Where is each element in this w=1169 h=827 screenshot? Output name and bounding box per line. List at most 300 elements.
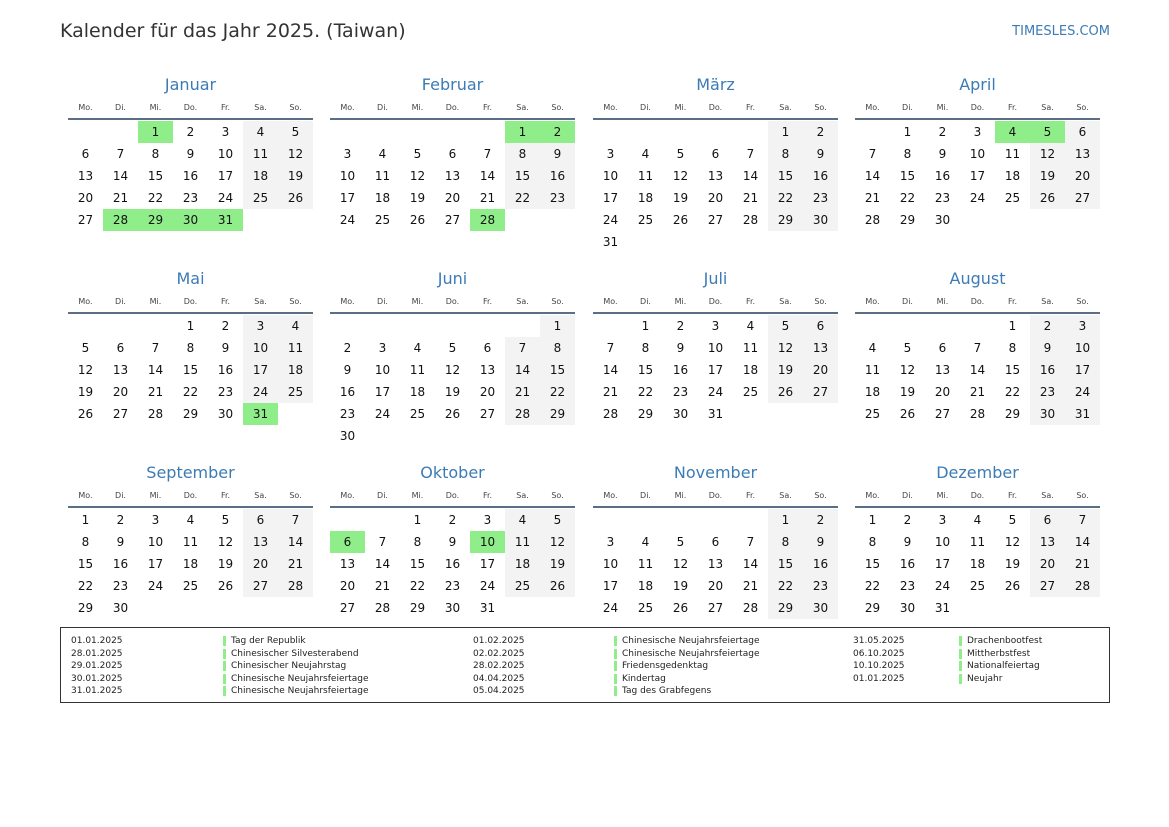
- day-cell: 23: [1030, 381, 1065, 403]
- weekday-label: Do.: [183, 490, 198, 500]
- day-cell: 29: [899, 213, 916, 227]
- weekday-label: Do.: [708, 296, 723, 306]
- weekday-label: Fr.: [1007, 102, 1018, 112]
- month-name: August: [949, 269, 1006, 288]
- month-name: April: [959, 75, 996, 94]
- day-cell: 5: [540, 509, 575, 531]
- day-cell: 29: [864, 601, 881, 615]
- day-cell: 1: [413, 513, 422, 527]
- weekday-label: Do.: [183, 296, 198, 306]
- day-cell: 19: [444, 385, 461, 399]
- legend-holiday-name: Neujahr: [967, 673, 1003, 684]
- day-cell: 15: [899, 169, 916, 183]
- weekday-label: Mo.: [78, 296, 93, 306]
- day-cell: 7: [483, 147, 492, 161]
- day-grid: [330, 315, 575, 447]
- holiday-day-cell: 10: [470, 531, 505, 553]
- weekday-label: Do.: [445, 490, 460, 500]
- legend-date: 29.01.2025: [71, 661, 123, 671]
- holiday-color-marker: [614, 661, 617, 671]
- day-cell: 13: [803, 337, 838, 359]
- day-cell: 26: [540, 575, 575, 597]
- month-name: März: [696, 75, 735, 94]
- day-cell: 5: [448, 341, 457, 355]
- weekday-label: Do.: [445, 102, 460, 112]
- day-cell: 4: [378, 147, 387, 161]
- month-name: Januar: [164, 75, 217, 94]
- day-cell: 6: [448, 147, 457, 161]
- day-cell: 18: [374, 191, 391, 205]
- day-cell: 24: [707, 385, 724, 399]
- weekday-label: So.: [551, 102, 564, 112]
- day-cell: 22: [505, 187, 540, 209]
- legend-column: [71, 635, 431, 698]
- weekday-label: So.: [814, 102, 827, 112]
- day-cell: 18: [637, 579, 654, 593]
- day-grid: [593, 315, 838, 425]
- day-cell: 30: [1030, 403, 1065, 425]
- day-cell: 27: [1030, 575, 1065, 597]
- weekday-label: So.: [551, 296, 564, 306]
- day-cell: 20: [243, 553, 278, 575]
- day-cell: 28: [1065, 575, 1100, 597]
- day-cell: 20: [112, 385, 129, 399]
- weekday-label: Sa.: [516, 490, 529, 500]
- day-grid: [330, 509, 575, 619]
- month-name: Oktober: [420, 463, 485, 482]
- day-cell: 2: [186, 125, 195, 139]
- day-cell: 18: [409, 385, 426, 399]
- day-cell: 19: [278, 165, 313, 187]
- legend-date: 05.04.2025: [473, 686, 525, 696]
- day-cell: 12: [1030, 143, 1065, 165]
- legend-holiday-name: Chinesischer Silvesterabend: [231, 648, 359, 659]
- month-dezember: [855, 462, 1100, 619]
- page-title: Kalender für das Jahr 2025. (Taiwan): [60, 20, 406, 42]
- day-cell: 23: [540, 187, 575, 209]
- weekday-label: Di.: [902, 490, 913, 500]
- month-april: [855, 74, 1100, 231]
- holiday-day-cell: 28: [103, 209, 138, 231]
- day-cell: 6: [803, 315, 838, 337]
- day-cell: 6: [711, 147, 720, 161]
- day-cell: 23: [339, 407, 356, 421]
- holiday-color-marker: [223, 649, 226, 659]
- day-cell: 17: [479, 557, 496, 571]
- weekday-label: Mo.: [603, 296, 618, 306]
- weekday-label: Di.: [377, 102, 388, 112]
- day-cell: 4: [641, 147, 650, 161]
- day-cell: 17: [1065, 359, 1100, 381]
- legend-date: 28.02.2025: [473, 661, 525, 671]
- day-cell: 19: [768, 359, 803, 381]
- day-cell: 11: [243, 143, 278, 165]
- day-cell: 23: [803, 187, 838, 209]
- day-grid: [68, 315, 313, 425]
- day-cell: 16: [182, 169, 199, 183]
- weekday-label: Do.: [970, 490, 985, 500]
- legend-entry: [473, 673, 822, 686]
- day-cell: 14: [969, 363, 986, 377]
- day-cell: 17: [934, 557, 951, 571]
- day-cell: 18: [742, 363, 759, 377]
- day-cell: 8: [768, 531, 803, 553]
- day-cell: 5: [221, 513, 230, 527]
- day-cell: 9: [186, 147, 195, 161]
- legend-entry: [473, 685, 822, 698]
- weekday-label: Sa.: [516, 296, 529, 306]
- month-name: November: [673, 463, 758, 482]
- weekday-label: Di.: [115, 102, 126, 112]
- day-cell: 9: [540, 143, 575, 165]
- month-februar: [330, 74, 575, 231]
- day-cell: 19: [672, 579, 689, 593]
- day-cell: 23: [182, 191, 199, 205]
- day-cell: 7: [746, 147, 755, 161]
- legend-entry: [71, 660, 431, 673]
- brand-link[interactable]: TIMESLES.COM: [1012, 24, 1110, 39]
- day-cell: 6: [81, 147, 90, 161]
- weekday-label: Sa.: [254, 296, 267, 306]
- day-cell: 5: [413, 147, 422, 161]
- day-cell: 3: [343, 147, 352, 161]
- day-cell: 7: [973, 341, 982, 355]
- day-cell: 27: [243, 575, 278, 597]
- weekday-label: Mo.: [603, 102, 618, 112]
- weekday-label: Di.: [640, 490, 651, 500]
- day-cell: 20: [707, 191, 724, 205]
- weekday-label: Di.: [902, 102, 913, 112]
- day-cell: 21: [864, 191, 881, 205]
- day-cell: 15: [768, 553, 803, 575]
- day-cell: 31: [602, 235, 619, 249]
- day-cell: 1: [768, 509, 803, 531]
- day-cell: 27: [339, 601, 356, 615]
- day-cell: 25: [182, 579, 199, 593]
- day-cell: 2: [343, 341, 352, 355]
- day-cell: 4: [278, 315, 313, 337]
- holiday-day-cell: 1: [138, 121, 173, 143]
- day-cell: 20: [1065, 165, 1100, 187]
- day-cell: 22: [899, 191, 916, 205]
- day-cell: 11: [742, 341, 759, 355]
- weekday-header: [593, 290, 838, 314]
- day-cell: 31: [479, 601, 496, 615]
- day-cell: 11: [637, 557, 654, 571]
- legend-holiday-name: Tag der Republik: [231, 636, 306, 646]
- day-cell: 8: [903, 147, 912, 161]
- day-cell: 9: [343, 363, 352, 377]
- weekday-label: Fr.: [220, 490, 231, 500]
- day-cell: 26: [77, 407, 94, 421]
- day-cell: 14: [374, 557, 391, 571]
- day-cell: 6: [483, 341, 492, 355]
- day-cell: 22: [147, 191, 164, 205]
- day-cell: 25: [505, 575, 540, 597]
- weekday-label: Mo.: [865, 490, 880, 500]
- weekday-label: Do.: [183, 102, 198, 112]
- weekday-label: Mo.: [603, 490, 618, 500]
- day-cell: 3: [243, 315, 278, 337]
- weekday-label: Mi.: [149, 102, 162, 112]
- holiday-color-marker: [614, 636, 617, 646]
- day-cell: 24: [969, 191, 986, 205]
- day-cell: 16: [217, 363, 234, 377]
- day-cell: 16: [540, 165, 575, 187]
- day-cell: 20: [803, 359, 838, 381]
- legend-entry: [473, 635, 822, 648]
- day-cell: 2: [116, 513, 125, 527]
- legend-entry: [853, 635, 1167, 648]
- day-cell: 9: [676, 341, 685, 355]
- day-cell: 30: [803, 597, 838, 619]
- legend-column: [853, 635, 1167, 685]
- day-cell: 18: [278, 359, 313, 381]
- day-cell: 21: [742, 191, 759, 205]
- legend-entry: [71, 635, 431, 648]
- day-cell: 14: [278, 531, 313, 553]
- day-cell: 3: [221, 125, 230, 139]
- day-cell: 18: [969, 557, 986, 571]
- weekday-label: Di.: [377, 296, 388, 306]
- day-cell: 10: [969, 147, 986, 161]
- weekday-label: Mo.: [340, 102, 355, 112]
- day-cell: 28: [374, 601, 391, 615]
- day-cell: 1: [868, 513, 877, 527]
- month-name: Februar: [421, 75, 484, 94]
- day-cell: 20: [934, 385, 951, 399]
- weekday-header: [855, 484, 1100, 508]
- weekday-label: So.: [1076, 296, 1089, 306]
- weekday-label: Mi.: [674, 490, 687, 500]
- day-cell: 19: [1004, 557, 1021, 571]
- weekday-label: So.: [1076, 102, 1089, 112]
- day-cell: 29: [768, 597, 803, 619]
- day-cell: 14: [147, 363, 164, 377]
- day-cell: 12: [409, 169, 426, 183]
- holiday-day-cell: 6: [330, 531, 365, 553]
- day-cell: 12: [444, 363, 461, 377]
- day-cell: 4: [505, 509, 540, 531]
- day-cell: 14: [505, 359, 540, 381]
- legend-entry: [853, 660, 1167, 673]
- day-cell: 13: [707, 557, 724, 571]
- day-cell: 1: [1008, 319, 1017, 333]
- weekday-label: Mo.: [865, 102, 880, 112]
- day-cell: 15: [77, 557, 94, 571]
- month-name: September: [146, 463, 235, 482]
- day-cell: 4: [413, 341, 422, 355]
- day-cell: 10: [934, 535, 951, 549]
- day-cell: 2: [221, 319, 230, 333]
- day-cell: 11: [409, 363, 426, 377]
- day-cell: 23: [444, 579, 461, 593]
- day-grid: [68, 509, 313, 619]
- legend-column: [473, 635, 822, 698]
- day-cell: 24: [374, 407, 391, 421]
- day-cell: 12: [77, 363, 94, 377]
- day-cell: 31: [707, 407, 724, 421]
- day-cell: 10: [147, 535, 164, 549]
- day-cell: 13: [934, 363, 951, 377]
- holiday-legend: [60, 627, 1110, 703]
- day-cell: 11: [278, 337, 313, 359]
- weekday-label: Sa.: [516, 102, 529, 112]
- day-cell: 21: [479, 191, 496, 205]
- day-cell: 31: [1065, 403, 1100, 425]
- day-cell: 6: [1030, 509, 1065, 531]
- day-cell: 3: [606, 535, 615, 549]
- day-cell: 31: [934, 601, 951, 615]
- day-cell: 9: [803, 143, 838, 165]
- weekday-label: Do.: [708, 102, 723, 112]
- day-cell: 7: [378, 535, 387, 549]
- day-cell: 26: [1004, 579, 1021, 593]
- legend-holiday-name: Chinesische Neujahrsfeiertage: [622, 636, 760, 646]
- day-cell: 16: [899, 557, 916, 571]
- day-cell: 12: [768, 337, 803, 359]
- day-cell: 30: [444, 601, 461, 615]
- weekday-label: Mi.: [411, 296, 424, 306]
- day-cell: 30: [899, 601, 916, 615]
- weekday-label: Mo.: [78, 490, 93, 500]
- day-cell: 17: [602, 579, 619, 593]
- day-cell: 9: [903, 535, 912, 549]
- day-cell: 25: [374, 213, 391, 227]
- day-cell: 28: [969, 407, 986, 421]
- legend-holiday-name: Friedensgedenktag: [622, 661, 709, 671]
- day-cell: 17: [374, 385, 391, 399]
- day-cell: 23: [217, 385, 234, 399]
- day-cell: 15: [147, 169, 164, 183]
- day-cell: 4: [868, 341, 877, 355]
- day-cell: 29: [77, 601, 94, 615]
- day-cell: 25: [969, 579, 986, 593]
- legend-date: 10.10.2025: [853, 661, 905, 671]
- legend-entry: [853, 648, 1167, 661]
- holiday-day-cell: 2: [540, 121, 575, 143]
- day-cell: 13: [1065, 143, 1100, 165]
- day-cell: 16: [672, 363, 689, 377]
- day-cell: 29: [1004, 407, 1021, 421]
- day-cell: 17: [217, 169, 234, 183]
- day-cell: 11: [1004, 147, 1021, 161]
- weekday-label: Sa.: [779, 490, 792, 500]
- month-mai: [68, 268, 313, 425]
- day-cell: 15: [182, 363, 199, 377]
- day-cell: 18: [1004, 169, 1021, 183]
- day-cell: 14: [602, 363, 619, 377]
- day-cell: 12: [672, 169, 689, 183]
- month-oktober: [330, 462, 575, 619]
- calendar-grid: [68, 74, 1102, 614]
- holiday-day-cell: 30: [173, 209, 208, 231]
- day-cell: 10: [1065, 337, 1100, 359]
- legend-date: 31.01.2025: [71, 686, 123, 696]
- day-cell: 16: [112, 557, 129, 571]
- weekday-label: Sa.: [1041, 296, 1054, 306]
- weekday-header: [68, 96, 313, 120]
- weekday-label: Fr.: [482, 490, 493, 500]
- day-cell: 26: [672, 601, 689, 615]
- day-cell: 7: [746, 535, 755, 549]
- day-cell: 2: [803, 509, 838, 531]
- day-cell: 10: [602, 169, 619, 183]
- day-cell: 22: [637, 385, 654, 399]
- day-cell: 1: [903, 125, 912, 139]
- weekday-label: Sa.: [1041, 490, 1054, 500]
- legend-holiday-name: Chinesischer Neujahrstag: [231, 661, 347, 671]
- day-cell: 24: [479, 579, 496, 593]
- day-grid: [593, 509, 838, 619]
- day-cell: 24: [1065, 381, 1100, 403]
- day-cell: 15: [1004, 363, 1021, 377]
- day-cell: 7: [151, 341, 160, 355]
- day-cell: 7: [1065, 509, 1100, 531]
- day-cell: 22: [768, 575, 803, 597]
- holiday-day-cell: 29: [138, 209, 173, 231]
- day-cell: 15: [505, 165, 540, 187]
- holiday-color-marker: [223, 661, 226, 671]
- day-cell: 21: [1065, 553, 1100, 575]
- day-cell: 17: [147, 557, 164, 571]
- day-cell: 20: [77, 191, 94, 205]
- weekday-label: Di.: [377, 490, 388, 500]
- day-cell: 19: [899, 385, 916, 399]
- day-cell: 26: [217, 579, 234, 593]
- day-cell: 1: [641, 319, 650, 333]
- day-cell: 24: [217, 191, 234, 205]
- legend-holiday-name: Chinesische Neujahrsfeiertage: [231, 686, 369, 696]
- day-cell: 24: [602, 213, 619, 227]
- weekday-label: Fr.: [1007, 490, 1018, 500]
- holiday-day-cell: 5: [1030, 121, 1065, 143]
- day-cell: 8: [1008, 341, 1017, 355]
- day-cell: 12: [1004, 535, 1021, 549]
- day-cell: 26: [899, 407, 916, 421]
- day-cell: 24: [243, 381, 278, 403]
- day-cell: 18: [505, 553, 540, 575]
- weekday-label: Mi.: [936, 102, 949, 112]
- weekday-label: Mi.: [149, 296, 162, 306]
- day-cell: 29: [768, 209, 803, 231]
- weekday-label: Do.: [970, 296, 985, 306]
- legend-entry: [473, 648, 822, 661]
- day-cell: 23: [803, 575, 838, 597]
- weekday-label: Mi.: [411, 490, 424, 500]
- day-cell: 21: [112, 191, 129, 205]
- weekday-label: Sa.: [254, 102, 267, 112]
- weekday-label: Di.: [115, 296, 126, 306]
- day-cell: 13: [1030, 531, 1065, 553]
- day-cell: 2: [903, 513, 912, 527]
- month-märz: [593, 74, 838, 253]
- day-cell: 28: [742, 213, 759, 227]
- day-cell: 2: [1030, 315, 1065, 337]
- day-cell: 21: [602, 385, 619, 399]
- day-cell: 7: [868, 147, 877, 161]
- day-cell: 2: [803, 121, 838, 143]
- holiday-day-cell: 31: [208, 209, 243, 231]
- day-cell: 1: [81, 513, 90, 527]
- day-cell: 22: [182, 385, 199, 399]
- legend-holiday-name: Nationalfeiertag: [967, 661, 1040, 671]
- day-cell: 20: [339, 579, 356, 593]
- day-cell: 16: [803, 165, 838, 187]
- day-cell: 7: [606, 341, 615, 355]
- month-november: [593, 462, 838, 619]
- day-cell: 19: [672, 191, 689, 205]
